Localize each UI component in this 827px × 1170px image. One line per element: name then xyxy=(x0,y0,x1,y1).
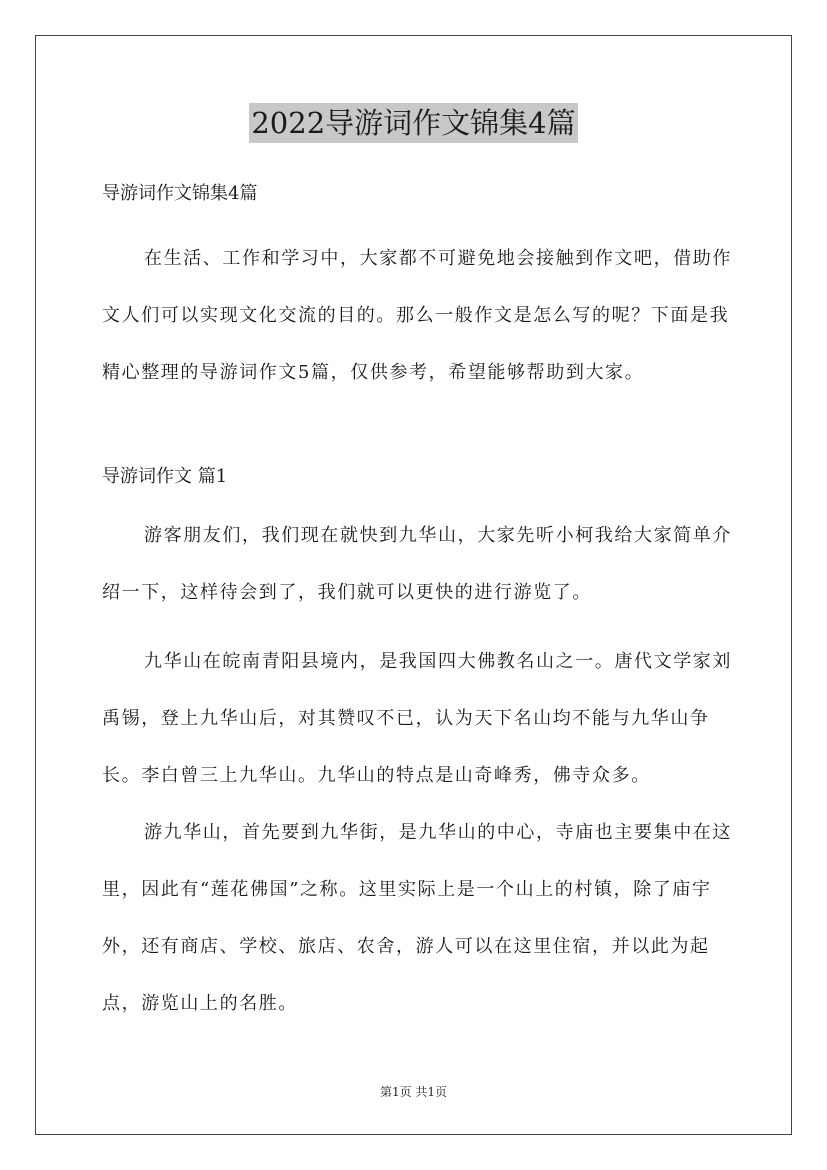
body-paragraph-2: 九华山在皖南青阳县境内，是我国四大佛教名山之一。唐代文学家刘禹锡，登上九华山后，对其赞叹不已，认为天下名山均不能与九华山争长。李白曾三上九华山。九华山的特点是山奇峰秀，佛寺众多。 xyxy=(102,651,732,786)
body-paragraph-3: 游九华山，首先要到九华街，是九华山的中心，寺庙也主要集中在这里，因此有“莲花佛国”之称。这里实际上是一个山上的村镇，除了庙宇外，还有商店、学校、旅店、农舍，游人可以在这里住宿，并以此为起点，游览山上的名胜。 xyxy=(102,822,732,1014)
document-body xyxy=(102,176,742,1032)
body-paragraph-1: 游客朋友们，我们现在就快到九华山，大家先听小柯我给大家简单介绍一下，这样待会到了，我们就可以更快的进行游览了。 xyxy=(102,525,732,603)
section-heading: 导游词作文 篇1 xyxy=(102,466,228,487)
document-title: 2022导游词作文锦集4篇 xyxy=(249,103,577,143)
title-container xyxy=(0,103,827,143)
document-subtitle: 导游词作文锦集4篇 xyxy=(102,183,258,204)
page-footer: 第1页 共1页 xyxy=(379,1085,448,1099)
intro-paragraph: 在生活、工作和学习中，大家都不可避免地会接触到作文吧，借助作文人们可以实现文化交流的目的。那么一般作文是怎么写的呢？下面是我精心整理的导游词作文5篇，仅供参考，希望能够帮助到大家。 xyxy=(102,248,732,383)
section-spacer xyxy=(102,401,742,459)
